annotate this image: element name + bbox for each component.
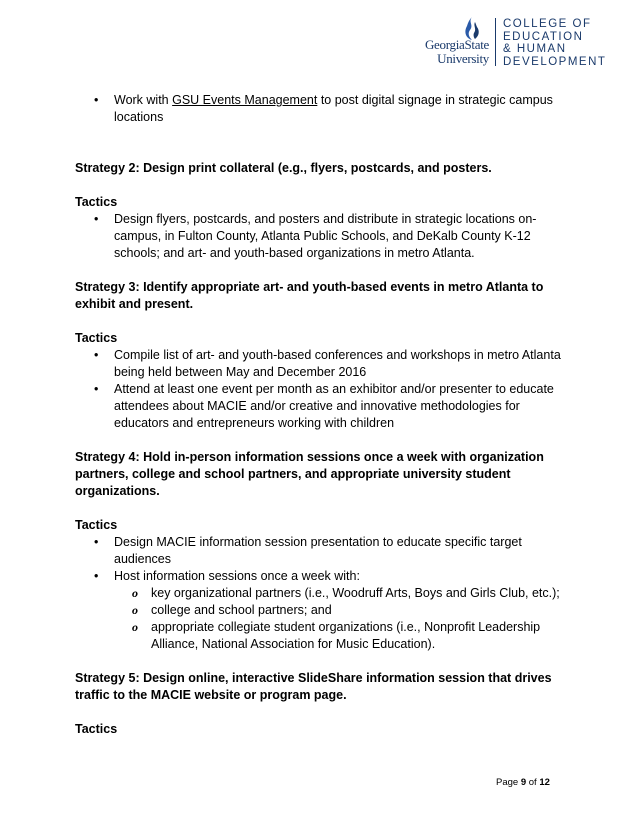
tactics-heading: Tactics — [75, 518, 118, 532]
bullet-icon: • — [94, 348, 99, 362]
bullet-icon: • — [94, 382, 99, 396]
sub-list — [75, 585, 575, 653]
circle-bullet-icon: o — [132, 620, 138, 634]
page-total: 12 — [539, 777, 550, 788]
intro-bullet-list — [75, 92, 575, 126]
list-item — [75, 211, 575, 262]
sub-list-item — [75, 585, 575, 602]
tactics-list — [75, 534, 575, 585]
document-body — [75, 92, 575, 738]
list-item — [75, 568, 575, 585]
sub-bullet-text: appropriate collegiate student organizations (i.e., Nonprofit Leadership Alliance, National Association for Music Education). — [151, 620, 541, 651]
strategy-heading: Strategy 2: Design print collateral (e.g., flyers, postcards, and posters. — [75, 161, 492, 175]
page-footer — [496, 777, 550, 788]
gsu-wordmark — [415, 38, 489, 66]
tactics-list — [75, 347, 575, 432]
bullet-text: Work with — [114, 93, 173, 107]
tactics-list — [75, 211, 575, 262]
page-number: 9 — [520, 777, 527, 788]
sub-bullet-text: key organizational partners (i.e., Woodruff Arts, Boys and Girls Club, etc.); — [151, 586, 560, 600]
circle-bullet-icon: o — [132, 586, 138, 600]
college-line: & HUMAN — [503, 43, 567, 55]
bullet-text: to post digital signage in strategic campus locations — [114, 93, 553, 124]
gsu-events-link[interactable]: GSU Events Management — [172, 93, 318, 107]
bullet-text: Host information sessions once a week with: — [114, 569, 360, 583]
bullet-icon: • — [94, 569, 99, 583]
bullet-icon: • — [94, 212, 99, 226]
sub-list-item — [75, 602, 575, 619]
gsu-name-line1: GeorgiaState — [424, 37, 489, 52]
list-item — [75, 92, 575, 126]
sub-bullet-text: college and school partners; and — [151, 603, 332, 617]
circle-bullet-icon: o — [132, 603, 138, 617]
college-logo — [415, 14, 615, 70]
bullet-text: Compile list of art- and youth-based conferences and workshops in metro Atlanta being held between May and December 2016 — [114, 348, 561, 379]
bullet-text: Attend at least one event per month as an exhibitor and/or presenter to educate attendees about MACIE and/or creative and innovative methodologies for educators and entrepreneurs working with children — [114, 382, 554, 430]
college-name — [503, 18, 606, 68]
bullet-text: Design MACIE information session presentation to educate specific target audiences — [114, 535, 522, 566]
list-item — [75, 347, 575, 381]
bullet-text: Design flyers, postcards, and posters and distribute in strategic locations on-campus, in Fulton County, Atlanta Public Schools, and DeKalb County K-12 schools; and art- and youth-based organizations in metro Atlanta. — [114, 212, 537, 260]
of-word: of — [528, 777, 537, 788]
tactics-heading: Tactics — [75, 331, 118, 345]
college-line: DEVELOPMENT — [503, 55, 607, 68]
list-item — [75, 534, 575, 568]
sub-list-item — [75, 619, 575, 653]
strategy-heading: Strategy 5: Design online, interactive SlideShare information session that drives traffic to the MACIE website or program page. — [75, 671, 552, 702]
list-item — [75, 381, 575, 432]
gsu-name-line2: University — [437, 51, 489, 66]
tactics-heading: Tactics — [75, 195, 118, 209]
page-word: Page — [496, 777, 519, 788]
college-line: EDUCATION — [503, 30, 584, 43]
bullet-icon: • — [94, 93, 99, 107]
logo-divider — [495, 18, 496, 66]
strategy-heading: Strategy 3: Identify appropriate art- and youth-based events in metro Atlanta to exhibit and present. — [75, 280, 544, 311]
college-line: COLLEGE OF — [503, 18, 592, 30]
bullet-icon: • — [94, 535, 99, 549]
strategy-heading: Strategy 4: Hold in-person information sessions once a week with organization partners, college and school partners, and appropriate university student organizations. — [75, 450, 544, 498]
tactics-heading: Tactics — [75, 722, 118, 736]
